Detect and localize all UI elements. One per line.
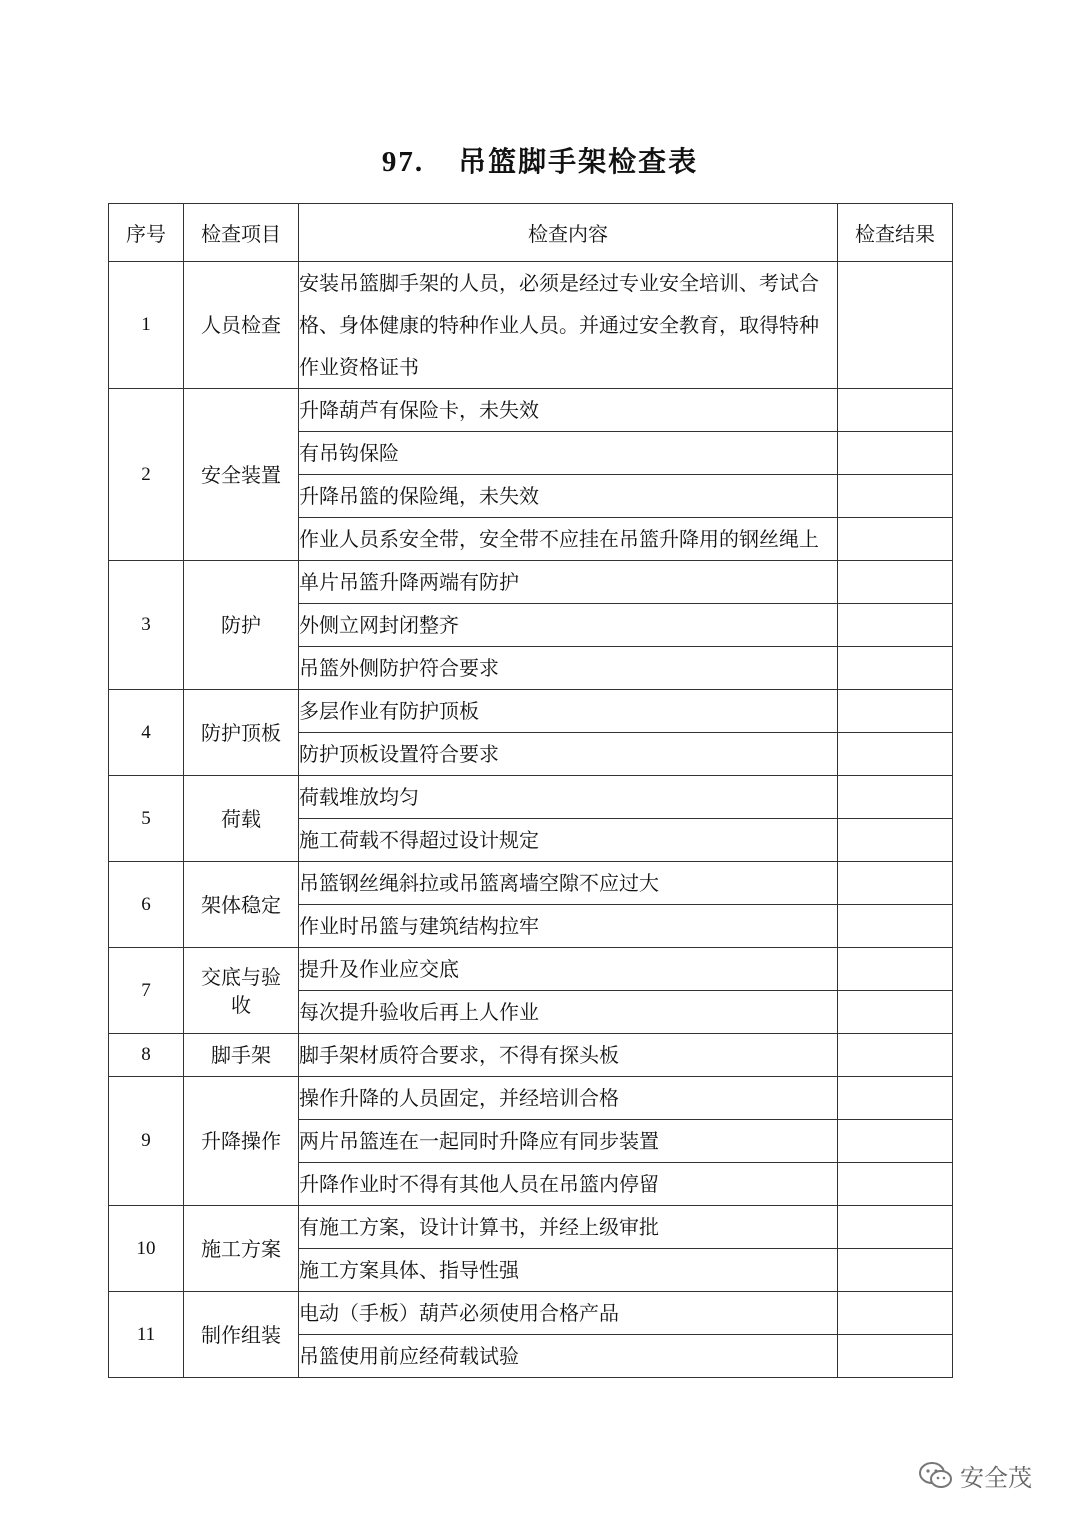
row-result[interactable] (838, 432, 953, 475)
row-result[interactable] (838, 1034, 953, 1077)
row-result[interactable] (838, 776, 953, 819)
row-result[interactable] (838, 561, 953, 604)
header-seq: 序号 (109, 204, 184, 262)
row-seq: 9 (109, 1077, 184, 1206)
row-result[interactable] (838, 1163, 953, 1206)
row-result[interactable] (838, 518, 953, 561)
row-result[interactable] (838, 647, 953, 690)
row-seq: 10 (109, 1206, 184, 1292)
table-row (109, 862, 953, 905)
row-content: 有吊钩保险 (299, 432, 838, 475)
row-result[interactable] (838, 1120, 953, 1163)
table-row (109, 690, 953, 733)
row-result[interactable] (838, 1206, 953, 1249)
row-seq: 4 (109, 690, 184, 776)
row-content: 提升及作业应交底 (299, 948, 838, 991)
header-item: 检查项目 (184, 204, 299, 262)
row-item: 施工方案 (184, 1206, 299, 1292)
row-content: 电动（手板）葫芦必须使用合格产品 (299, 1292, 838, 1335)
row-content: 施工荷载不得超过设计规定 (299, 819, 838, 862)
row-content: 每次提升验收后再上人作业 (299, 991, 838, 1034)
row-result[interactable] (838, 991, 953, 1034)
row-content: 多层作业有防护顶板 (299, 690, 838, 733)
row-result[interactable] (838, 862, 953, 905)
inspection-table (108, 203, 953, 1378)
row-content: 有施工方案，设计计算书，并经上级审批 (299, 1206, 838, 1249)
row-content: 吊篮使用前应经荷载试验 (299, 1335, 838, 1378)
table-row (109, 389, 953, 432)
row-item: 制作组装 (184, 1292, 299, 1378)
row-item: 升降操作 (184, 1077, 299, 1206)
table-row (109, 776, 953, 819)
row-item: 人员检查 (184, 262, 299, 389)
row-content: 脚手架材质符合要求，不得有探头板 (299, 1034, 838, 1077)
row-result[interactable] (838, 389, 953, 432)
row-content: 吊篮钢丝绳斜拉或吊篮离墙空隙不应过大 (299, 862, 838, 905)
table-row (109, 948, 953, 991)
row-content: 荷载堆放均匀 (299, 776, 838, 819)
table-body (109, 262, 953, 1378)
header-result: 检查结果 (838, 204, 953, 262)
row-seq: 3 (109, 561, 184, 690)
row-content: 作业人员系安全带，安全带不应挂在吊篮升降用的钢丝绳上 (299, 518, 838, 561)
row-item: 防护顶板 (184, 690, 299, 776)
row-seq: 2 (109, 389, 184, 561)
wechat-icon (918, 1461, 954, 1491)
row-content: 两片吊篮连在一起同时升降应有同步装置 (299, 1120, 838, 1163)
row-result[interactable] (838, 690, 953, 733)
row-result[interactable] (838, 733, 953, 776)
row-result[interactable] (838, 819, 953, 862)
row-seq: 1 (109, 262, 184, 389)
row-item: 脚手架 (184, 1034, 299, 1077)
row-result[interactable] (838, 604, 953, 647)
row-item: 防护 (184, 561, 299, 690)
row-content: 升降吊篮的保险绳，未失效 (299, 475, 838, 518)
row-content: 安装吊篮脚手架的人员，必须是经过专业安全培训、考试合格、身体健康的特种作业人员。并通过安全教育，取得特种作业资格证书 (299, 262, 838, 389)
row-content: 升降作业时不得有其他人员在吊篮内停留 (299, 1163, 838, 1206)
row-content: 外侧立网封闭整齐 (299, 604, 838, 647)
row-content: 单片吊篮升降两端有防护 (299, 561, 838, 604)
row-content: 操作升降的人员固定，并经培训合格 (299, 1077, 838, 1120)
row-item: 安全装置 (184, 389, 299, 561)
row-seq: 11 (109, 1292, 184, 1378)
row-content: 施工方案具体、指导性强 (299, 1249, 838, 1292)
row-result[interactable] (838, 1249, 953, 1292)
row-seq: 6 (109, 862, 184, 948)
watermark (918, 1458, 1032, 1493)
row-result[interactable] (838, 1292, 953, 1335)
row-content: 吊篮外侧防护符合要求 (299, 647, 838, 690)
row-result[interactable] (838, 948, 953, 991)
row-seq: 7 (109, 948, 184, 1034)
row-seq: 5 (109, 776, 184, 862)
row-item: 架体稳定 (184, 862, 299, 948)
table-row (109, 1292, 953, 1335)
table-row (109, 561, 953, 604)
table-row (109, 1034, 953, 1077)
table-row (109, 1077, 953, 1120)
row-result[interactable] (838, 1335, 953, 1378)
title-number: 97. (381, 146, 425, 178)
table-row (109, 262, 953, 389)
title-text: 吊篮脚手架检查表 (458, 145, 699, 178)
row-result[interactable] (838, 905, 953, 948)
row-seq: 8 (109, 1034, 184, 1077)
row-result[interactable] (838, 1077, 953, 1120)
row-content: 升降葫芦有保险卡，未失效 (299, 389, 838, 432)
page-title (0, 140, 1080, 180)
row-result[interactable] (838, 262, 953, 389)
table-row (109, 1206, 953, 1249)
row-item: 交底与验收 (184, 948, 299, 1034)
header-content: 检查内容 (299, 204, 838, 262)
header-row (109, 204, 953, 262)
row-result[interactable] (838, 475, 953, 518)
row-content: 作业时吊篮与建筑结构拉牢 (299, 905, 838, 948)
watermark-text: 安全茂 (960, 1464, 1032, 1492)
row-item: 荷载 (184, 776, 299, 862)
row-content: 防护顶板设置符合要求 (299, 733, 838, 776)
